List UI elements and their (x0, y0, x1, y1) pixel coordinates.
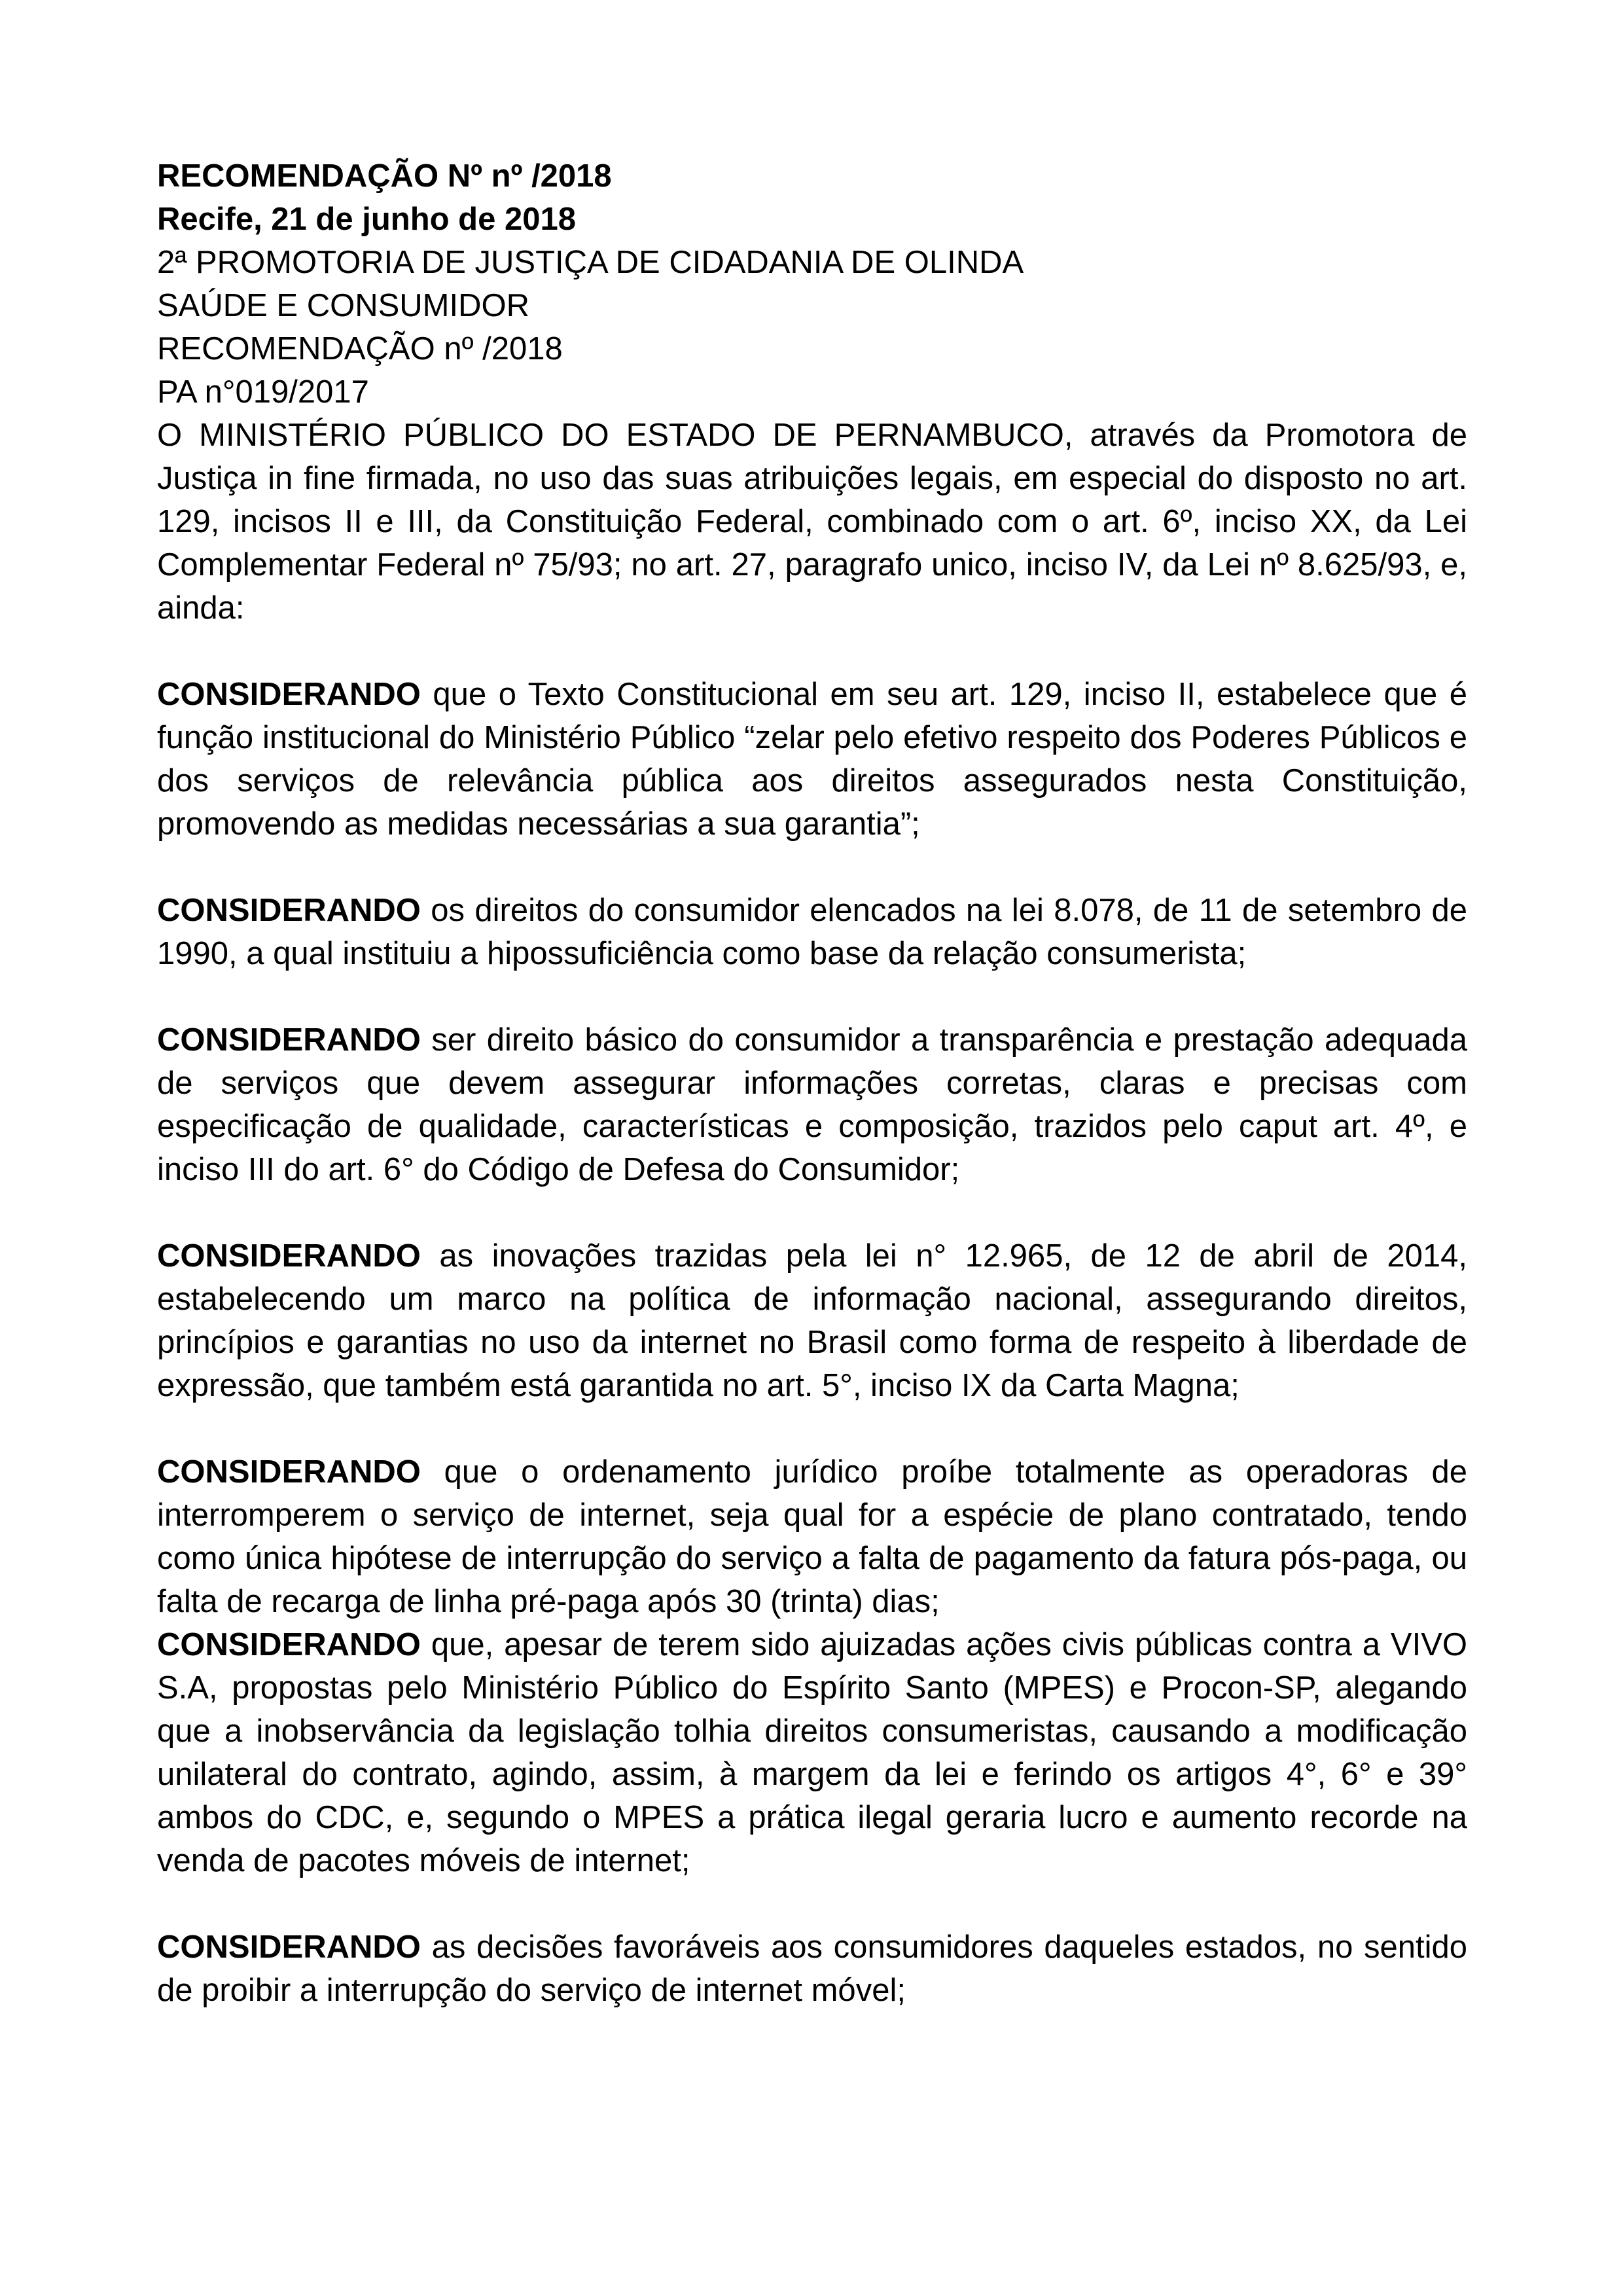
recommendation-number: RECOMENDAÇÃO nº /2018 (157, 331, 563, 367)
considerando-lead: CONSIDERANDO (157, 677, 421, 712)
considerando-paragraph-3 (157, 1018, 1467, 1191)
considerando-text: que o Texto Constitucional em seu art. 129, inciso II, estabelece que é função institucional do Ministério Público “zelar pelo efetivo respeito dos Poderes Públicos e dos serviços de relevância pública aos direitos assegurados nesta Constituição, promovendo as medidas necessárias a sua garantia”; (157, 677, 1467, 842)
procedure-number: PA n°019/2017 (157, 374, 369, 410)
considerando-paragraph-4 (157, 1234, 1467, 1407)
considerando-paragraph-1 (157, 673, 1467, 846)
considerando-lead: CONSIDERANDO (157, 1627, 421, 1662)
considerando-text: os direitos do consumidor elencados na lei 8.078, de 11 de setembro de 1990, a qual instituiu a hipossuficiência como base da relação consumerista; (157, 893, 1467, 971)
considerando-text: as inovações trazidas pela lei n° 12.965, de 12 de abril de 2014, estabelecendo um marco na política de informação nacional, assegurando direitos, princípios e garantias no uso da internet no Brasil como forma de respeito à liberdade de expressão, que também está garantida no art. 5°, inciso IX da Carta Magna; (157, 1238, 1467, 1403)
considerando-text: ser direito básico do consumidor a transparência e prestação adequada de serviços que devem assegurar informações corretas, claras e precisas com especificação de qualidade, características e composição, trazidos pelo caput art. 4º, e inciso III do art. 6° do Código de Defesa do Consumidor; (157, 1022, 1467, 1187)
considerando-text: que o ordenamento jurídico proíbe totalmente as operadoras de interromperem o serviço de internet, seja qual for a espécie de plano contratado, tendo como única hipótese de interrupção do serviço a falta de pagamento da fatura pós-paga, ou falta de recarga de linha pré-paga após 30 (trinta) dias; (157, 1454, 1467, 1619)
considerando-text: as decisões favoráveis aos consumidores daqueles estados, no sentido de proibir a interrupção do serviço de internet móvel; (157, 1929, 1467, 2008)
considerando-lead: CONSIDERANDO (157, 1022, 421, 1058)
promotoria-area: SAÚDE E CONSUMIDOR (157, 288, 530, 323)
considerando-lead: CONSIDERANDO (157, 893, 421, 928)
considerando-paragraph-5 (157, 1450, 1467, 1623)
document-title: RECOMENDAÇÃO Nº nº /2018 (157, 158, 612, 194)
promotoria-name: 2ª PROMOTORIA DE JUSTIÇA DE CIDADANIA DE OLINDA (157, 245, 1024, 280)
considerando-paragraph-7 (157, 1926, 1467, 2012)
considerando-lead: CONSIDERANDO (157, 1238, 421, 1274)
document-date: Recife, 21 de junho de 2018 (157, 202, 576, 237)
intro-paragraph: O MINISTÉRIO PÚBLICO DO ESTADO DE PERNAMBUCO, através da Promotora de Justiça in fine firmada, no uso das suas atribuições legais, em especial do disposto no art. 129, incisos II e III, da Constituição Federal, combinado com o art. 6º, inciso XX, da Lei Complementar Federal nº 75/93; no art. 27, paragrafo unico, inciso IV, da Lei nº 8.625/93, e, ainda: (157, 418, 1467, 626)
considerando-lead: CONSIDERANDO (157, 1454, 421, 1490)
considerando-paragraph-6 (157, 1623, 1467, 1882)
considerando-paragraph-2 (157, 889, 1467, 975)
document-body (157, 154, 1467, 2012)
considerando-lead: CONSIDERANDO (157, 1929, 421, 1965)
considerando-text: que, apesar de terem sido ajuizadas ações civis públicas contra a VIVO S.A, propostas pelo Ministério Público do Espírito Santo (MPES) e Procon-SP, alegando que a inobservância da legislação tolhia direitos consumeristas, causando a modificação unilateral do contrato, agindo, assim, à margem da lei e ferindo os artigos 4°, 6° e 39° ambos do CDC, e, segundo o MPES a prática ilegal geraria lucro e aumento recorde na venda de pacotes móveis de internet; (157, 1627, 1467, 1878)
